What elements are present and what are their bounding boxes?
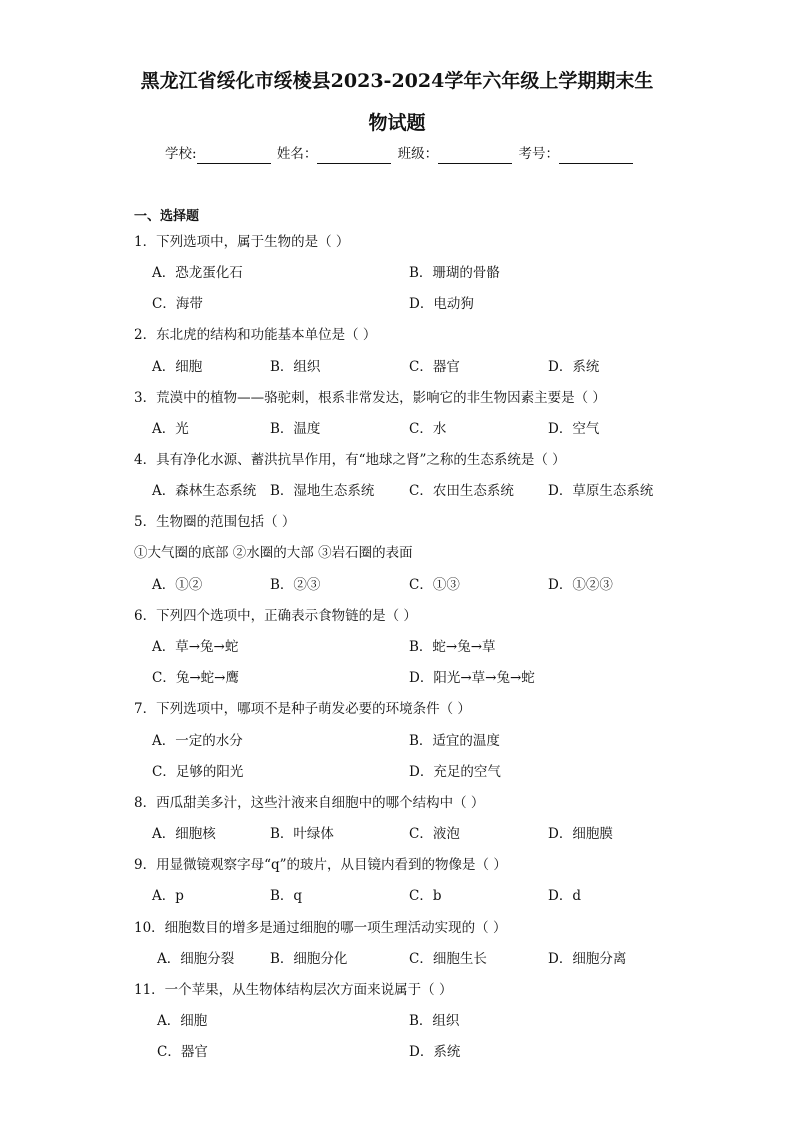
question-2-stem: 2．东北虎的结构和功能基本单位是（ ） xyxy=(134,327,377,343)
question-3-stem: 3．荒漠中的植物——骆驼刺，根系非常发达，影响它的非生物因素主要是（ ） xyxy=(134,390,606,406)
question-11-option-c[interactable]: C．器官 xyxy=(157,1044,208,1060)
school-label: 学校: xyxy=(165,146,197,162)
question-8-option-d[interactable]: D．细胞膜 xyxy=(548,826,613,842)
question-5-option-a[interactable]: A．①② xyxy=(152,577,203,593)
question-9-option-c[interactable]: C．b xyxy=(409,888,442,904)
question-7-option-c[interactable]: C．足够的阳光 xyxy=(152,764,244,780)
question-2-option-c[interactable]: C．器官 xyxy=(409,359,460,375)
question-11-option-a[interactable]: A．细胞 xyxy=(157,1013,208,1029)
question-10-option-a[interactable]: A．细胞分裂 xyxy=(157,951,235,967)
question-5-option-c[interactable]: C．①③ xyxy=(409,577,460,593)
question-4-option-c[interactable]: C．农田生态系统 xyxy=(409,483,514,499)
question-3-option-b[interactable]: B．温度 xyxy=(270,421,321,437)
question-5-option-b[interactable]: B．②③ xyxy=(270,577,321,593)
question-1-option-c[interactable]: C．海带 xyxy=(152,296,203,312)
question-6-option-b[interactable]: B．蛇→兔→草 xyxy=(409,639,496,655)
exam-title-line2: 物试题 xyxy=(368,112,426,134)
question-7-option-a[interactable]: A．一定的水分 xyxy=(152,733,243,749)
question-6-option-c[interactable]: C．兔→蛇→鹰 xyxy=(152,670,239,686)
question-4-stem: 4．具有净化水源、蓄洪抗旱作用，有“地球之肾”之称的生态系统是（ ） xyxy=(134,452,566,468)
section-heading: 一、选择题 xyxy=(134,209,200,224)
student-info-line xyxy=(165,144,635,164)
question-4-option-b[interactable]: B．湿地生态系统 xyxy=(270,483,375,499)
question-4-option-d[interactable]: D．草原生态系统 xyxy=(548,483,654,499)
question-9-option-d[interactable]: D．d xyxy=(548,888,581,904)
question-1-stem: 1．下列选项中，属于生物的是（ ） xyxy=(134,234,350,250)
question-10-option-d[interactable]: D．细胞分离 xyxy=(548,951,627,967)
question-8-option-b[interactable]: B．叶绿体 xyxy=(270,826,334,842)
question-11-option-d[interactable]: D．系统 xyxy=(409,1044,461,1060)
question-6-stem: 6．下列四个选项中，正确表示食物链的是（ ） xyxy=(134,608,417,624)
question-7-option-d[interactable]: D．充足的空气 xyxy=(409,764,501,780)
question-11-option-b[interactable]: B．组织 xyxy=(409,1013,460,1029)
name-blank[interactable] xyxy=(317,149,391,164)
class-blank[interactable] xyxy=(438,149,512,164)
question-7-option-b[interactable]: B．适宜的温度 xyxy=(409,733,500,749)
question-10-stem: 10．细胞数目的增多是通过细胞的哪一项生理活动实现的（ ） xyxy=(134,920,507,936)
question-11-stem: 11．一个苹果，从生物体结构层次方面来说属于（ ） xyxy=(134,982,453,998)
number-blank[interactable] xyxy=(559,149,633,164)
number-label: 考号： xyxy=(518,146,559,162)
question-2-option-a[interactable]: A．细胞 xyxy=(152,359,203,375)
question-9-stem: 9．用显微镜观察字母“q”的玻片，从目镜内看到的物像是（ ） xyxy=(134,857,507,873)
question-3-option-c[interactable]: C．水 xyxy=(409,421,447,437)
question-6-option-d[interactable]: D．阳光→草→兔→蛇 xyxy=(409,670,535,686)
school-blank[interactable] xyxy=(197,149,271,164)
question-9-option-a[interactable]: A．p xyxy=(152,888,184,904)
question-2-option-d[interactable]: D．系统 xyxy=(548,359,600,375)
question-9-option-b[interactable]: B．q xyxy=(270,888,303,904)
question-8-option-a[interactable]: A．细胞核 xyxy=(152,826,216,842)
exam-title-line1: 黑龙江省绥化市绥棱县2023-2024学年六年级上学期期末生 xyxy=(140,70,654,92)
question-3-option-d[interactable]: D．空气 xyxy=(548,421,600,437)
question-2-option-b[interactable]: B．组织 xyxy=(270,359,321,375)
question-4-option-a[interactable]: A．森林生态系统 xyxy=(152,483,257,499)
question-7-stem: 7．下列选项中，哪项不是种子萌发必要的环境条件（ ） xyxy=(134,701,471,717)
question-10-option-c[interactable]: C．细胞生长 xyxy=(409,951,487,967)
question-1-option-b[interactable]: B．珊瑚的骨骼 xyxy=(409,265,500,281)
name-label: 姓名： xyxy=(276,146,318,162)
question-5-option-d[interactable]: D．①②③ xyxy=(548,577,613,593)
question-10-option-b[interactable]: B．细胞分化 xyxy=(270,951,348,967)
question-8-option-c[interactable]: C．液泡 xyxy=(409,826,460,842)
question-5-stem: 5．生物圈的范围包括（ ） xyxy=(134,514,296,530)
question-6-option-a[interactable]: A．草→兔→蛇 xyxy=(152,639,239,655)
question-3-option-a[interactable]: A．光 xyxy=(152,421,189,437)
question-1-option-d[interactable]: D．电动狗 xyxy=(409,296,474,312)
class-label: 班级： xyxy=(397,146,439,162)
question-5-statements: ①大气圈的底部 ②水圈的大部 ③岩石圈的表面 xyxy=(134,545,413,561)
question-1-option-a[interactable]: A．恐龙蛋化石 xyxy=(152,265,243,281)
question-8-stem: 8．西瓜甜美多汁，这些汁液来自细胞中的哪个结构中（ ） xyxy=(134,795,485,811)
